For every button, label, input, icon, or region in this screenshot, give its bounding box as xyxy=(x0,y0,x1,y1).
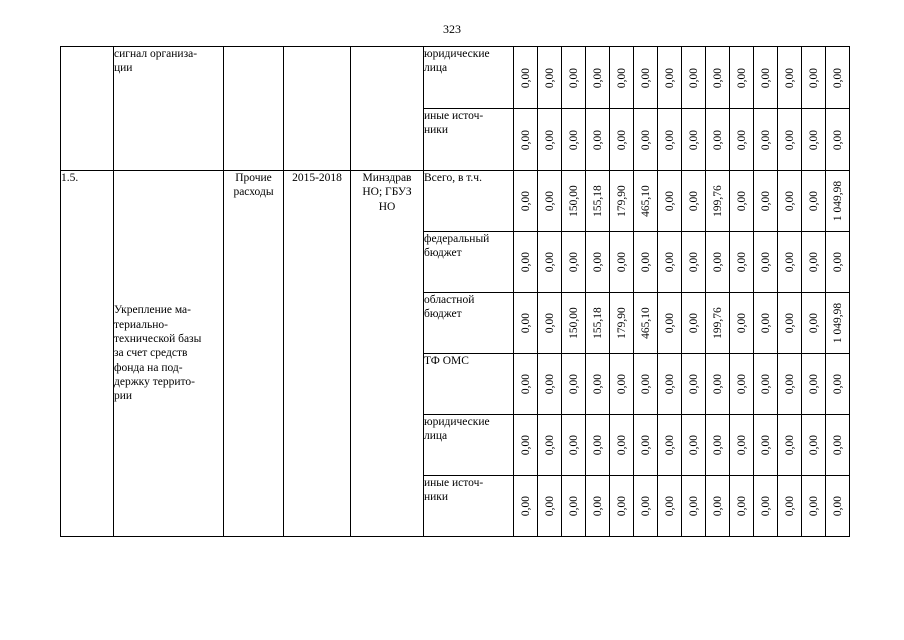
value-text: 1 049,98 xyxy=(831,180,844,222)
value-text: 0,00 xyxy=(519,434,532,456)
value-cell xyxy=(610,476,634,537)
value-text: 0,00 xyxy=(639,251,652,273)
value-cell xyxy=(682,415,706,476)
value-text: 179,90 xyxy=(615,185,628,217)
value-text: 0,00 xyxy=(831,67,844,88)
value-text: 0,00 xyxy=(615,67,628,88)
value-text: 0,00 xyxy=(543,251,556,273)
value-text: 0,00 xyxy=(543,434,556,456)
value-text: 0,00 xyxy=(759,67,772,88)
value-text: 0,00 xyxy=(759,495,772,517)
value-cell xyxy=(730,109,754,171)
value-cell xyxy=(634,415,658,476)
value-cell xyxy=(658,47,682,109)
value-text: 0,00 xyxy=(663,129,676,150)
value-cell xyxy=(538,415,562,476)
value-cell xyxy=(682,476,706,537)
period-cell xyxy=(284,47,351,171)
value-cell xyxy=(778,354,802,415)
value-cell xyxy=(682,354,706,415)
value-cell xyxy=(538,476,562,537)
value-text: 0,00 xyxy=(759,190,772,212)
value-text: 0,00 xyxy=(687,495,700,517)
value-cell xyxy=(538,354,562,415)
value-cell xyxy=(730,47,754,109)
value-cell xyxy=(514,415,538,476)
value-text: 0,00 xyxy=(591,373,604,395)
value-text: 0,00 xyxy=(615,495,628,517)
value-cell xyxy=(634,232,658,293)
value-cell xyxy=(778,232,802,293)
funding-source-cell-text: юридические лица xyxy=(424,416,490,443)
value-cell xyxy=(826,415,850,476)
funding-source-cell-text: иные источ- ники xyxy=(424,110,484,137)
value-cell xyxy=(610,415,634,476)
value-text: 155,18 xyxy=(591,307,604,339)
value-text: 0,00 xyxy=(831,251,844,273)
value-text: 0,00 xyxy=(543,129,556,150)
value-cell xyxy=(706,476,730,537)
value-text: 0,00 xyxy=(831,434,844,456)
value-cell xyxy=(586,293,610,354)
value-cell xyxy=(658,354,682,415)
value-cell xyxy=(610,232,634,293)
value-text: 0,00 xyxy=(519,312,532,334)
value-cell xyxy=(562,171,586,232)
funding-source-cell-text: Всего, в т.ч. xyxy=(424,172,482,184)
value-text: 0,00 xyxy=(567,67,580,88)
value-text: 0,00 xyxy=(543,67,556,88)
value-text: 0,00 xyxy=(831,495,844,517)
value-text: 0,00 xyxy=(591,129,604,150)
value-cell xyxy=(730,171,754,232)
value-text: 0,00 xyxy=(807,434,820,456)
funding-source-cell xyxy=(424,232,514,293)
period-cell xyxy=(284,171,351,537)
value-cell xyxy=(802,109,826,171)
value-cell xyxy=(682,293,706,354)
executor-cell-text: Минздрав НО; ГБУЗ НО xyxy=(362,172,412,213)
value-text: 0,00 xyxy=(783,434,796,456)
value-text: 0,00 xyxy=(711,251,724,273)
value-text: 0,00 xyxy=(711,495,724,517)
value-text: 0,00 xyxy=(783,251,796,273)
value-text: 0,00 xyxy=(519,67,532,88)
value-text: 155,18 xyxy=(591,185,604,217)
value-cell xyxy=(826,232,850,293)
value-text: 150,00 xyxy=(567,307,580,339)
value-text: 0,00 xyxy=(759,251,772,273)
value-text: 0,00 xyxy=(783,312,796,334)
value-text: 0,00 xyxy=(831,373,844,395)
value-cell xyxy=(754,47,778,109)
row-number-cell-text: 1.5. xyxy=(61,172,79,184)
value-cell xyxy=(514,232,538,293)
value-text: 0,00 xyxy=(591,251,604,273)
period-cell-text: 2015-2018 xyxy=(292,172,342,184)
value-cell xyxy=(634,354,658,415)
value-cell xyxy=(706,354,730,415)
value-text: 0,00 xyxy=(735,67,748,88)
value-text: 0,00 xyxy=(639,129,652,150)
expense-type-cell xyxy=(224,171,284,537)
expense-type-cell-text: Прочие расходы xyxy=(233,172,274,199)
value-cell xyxy=(802,415,826,476)
value-cell xyxy=(682,109,706,171)
value-cell xyxy=(562,109,586,171)
value-cell xyxy=(514,354,538,415)
value-text: 0,00 xyxy=(807,495,820,517)
value-text: 0,00 xyxy=(567,251,580,273)
value-cell xyxy=(730,476,754,537)
value-cell xyxy=(826,476,850,537)
value-cell xyxy=(634,47,658,109)
value-cell xyxy=(514,171,538,232)
value-cell xyxy=(682,232,706,293)
value-cell xyxy=(658,109,682,171)
value-cell xyxy=(682,171,706,232)
value-text: 0,00 xyxy=(735,434,748,456)
value-text: 0,00 xyxy=(591,67,604,88)
value-text: 0,00 xyxy=(735,251,748,273)
value-cell xyxy=(586,354,610,415)
value-cell xyxy=(538,109,562,171)
value-text: 0,00 xyxy=(615,251,628,273)
value-text: 0,00 xyxy=(783,67,796,88)
page-number: 323 xyxy=(443,22,461,36)
value-text: 0,00 xyxy=(543,495,556,517)
value-cell xyxy=(610,171,634,232)
value-text: 0,00 xyxy=(615,434,628,456)
value-text: 0,00 xyxy=(567,129,580,150)
value-text: 0,00 xyxy=(687,67,700,88)
value-text: 0,00 xyxy=(519,190,532,212)
value-text: 0,00 xyxy=(735,373,748,395)
value-cell xyxy=(802,293,826,354)
value-cell xyxy=(586,232,610,293)
value-cell xyxy=(586,476,610,537)
funding-source-cell xyxy=(424,476,514,537)
value-text: 199,76 xyxy=(711,185,724,217)
value-text: 0,00 xyxy=(639,495,652,517)
funding-source-cell-text: областной бюджет xyxy=(424,294,475,321)
value-text: 0,00 xyxy=(519,495,532,517)
value-cell xyxy=(658,476,682,537)
value-cell xyxy=(658,293,682,354)
measure-name-cell-text: сигнал организа- ции xyxy=(114,48,198,75)
value-text: 0,00 xyxy=(543,373,556,395)
value-text: 0,00 xyxy=(735,495,748,517)
value-text: 0,00 xyxy=(807,67,820,88)
funding-source-cell xyxy=(424,171,514,232)
value-text: 0,00 xyxy=(591,495,604,517)
funding-source-cell xyxy=(424,415,514,476)
value-text: 0,00 xyxy=(519,373,532,395)
measure-name-cell xyxy=(114,47,224,171)
value-text: 0,00 xyxy=(759,434,772,456)
expense-type-cell xyxy=(224,47,284,171)
measure-name-cell xyxy=(114,171,224,537)
value-text: 0,00 xyxy=(783,190,796,212)
value-text: 0,00 xyxy=(759,373,772,395)
value-cell xyxy=(754,293,778,354)
value-cell xyxy=(562,293,586,354)
value-cell xyxy=(634,293,658,354)
table-row xyxy=(61,47,850,109)
value-cell xyxy=(514,47,538,109)
value-text: 0,00 xyxy=(735,190,748,212)
value-cell xyxy=(586,109,610,171)
value-cell xyxy=(778,476,802,537)
value-cell xyxy=(562,47,586,109)
value-cell xyxy=(730,415,754,476)
value-cell xyxy=(586,171,610,232)
value-cell xyxy=(778,293,802,354)
value-cell xyxy=(754,109,778,171)
value-text: 0,00 xyxy=(663,67,676,88)
value-cell xyxy=(682,47,706,109)
value-cell xyxy=(634,171,658,232)
value-cell xyxy=(778,47,802,109)
value-cell xyxy=(754,415,778,476)
value-cell xyxy=(514,476,538,537)
value-text: 0,00 xyxy=(567,434,580,456)
value-text: 0,00 xyxy=(807,190,820,212)
value-text: 0,00 xyxy=(639,373,652,395)
value-text: 465,10 xyxy=(639,185,652,217)
value-text: 0,00 xyxy=(759,129,772,150)
funding-source-cell-text: иные источ- ники xyxy=(424,477,484,504)
value-cell xyxy=(586,415,610,476)
measure-name-cell-text: Укрепление ма- териально- технической базы за счет средств фонда на под- держку террито- рии xyxy=(114,304,202,403)
value-text: 0,00 xyxy=(711,129,724,150)
value-cell xyxy=(778,171,802,232)
value-text: 0,00 xyxy=(663,251,676,273)
value-cell xyxy=(538,47,562,109)
value-text: 0,00 xyxy=(687,129,700,150)
value-cell xyxy=(634,476,658,537)
value-text: 0,00 xyxy=(639,67,652,88)
value-cell xyxy=(610,47,634,109)
value-cell xyxy=(514,293,538,354)
value-text: 150,00 xyxy=(567,185,580,217)
value-cell xyxy=(778,109,802,171)
value-cell xyxy=(658,232,682,293)
value-cell xyxy=(754,232,778,293)
value-cell xyxy=(610,293,634,354)
value-cell xyxy=(706,293,730,354)
value-cell xyxy=(562,415,586,476)
funding-source-cell xyxy=(424,354,514,415)
value-cell xyxy=(562,476,586,537)
value-cell xyxy=(514,109,538,171)
value-text: 0,00 xyxy=(615,373,628,395)
value-cell xyxy=(658,415,682,476)
value-text: 0,00 xyxy=(807,251,820,273)
row-number-cell xyxy=(61,171,114,537)
value-text: 0,00 xyxy=(543,190,556,212)
value-text: 0,00 xyxy=(519,251,532,273)
value-cell xyxy=(610,354,634,415)
value-text: 0,00 xyxy=(639,434,652,456)
value-cell xyxy=(562,232,586,293)
value-cell xyxy=(730,232,754,293)
value-text: 1 049,98 xyxy=(831,302,844,344)
value-text: 0,00 xyxy=(591,434,604,456)
value-text: 0,00 xyxy=(687,373,700,395)
value-cell xyxy=(826,293,850,354)
budget-table xyxy=(60,46,850,537)
value-text: 0,00 xyxy=(759,312,772,334)
value-text: 0,00 xyxy=(663,373,676,395)
value-cell xyxy=(826,47,850,109)
value-text: 0,00 xyxy=(567,495,580,517)
executor-cell xyxy=(351,47,424,171)
value-text: 0,00 xyxy=(663,312,676,334)
value-cell xyxy=(706,232,730,293)
value-text: 0,00 xyxy=(831,129,844,150)
value-cell xyxy=(802,476,826,537)
value-text: 0,00 xyxy=(687,190,700,212)
value-text: 0,00 xyxy=(519,129,532,150)
value-text: 0,00 xyxy=(615,129,628,150)
value-text: 0,00 xyxy=(687,251,700,273)
value-cell xyxy=(802,354,826,415)
value-text: 0,00 xyxy=(807,312,820,334)
value-text: 0,00 xyxy=(663,495,676,517)
value-text: 199,76 xyxy=(711,307,724,339)
value-cell xyxy=(754,476,778,537)
row-number-cell xyxy=(61,47,114,171)
value-text: 0,00 xyxy=(711,373,724,395)
value-cell xyxy=(706,47,730,109)
value-text: 0,00 xyxy=(783,129,796,150)
value-cell xyxy=(802,171,826,232)
value-text: 179,90 xyxy=(615,307,628,339)
value-cell xyxy=(826,354,850,415)
value-cell xyxy=(538,232,562,293)
value-cell xyxy=(730,354,754,415)
value-text: 0,00 xyxy=(735,312,748,334)
value-text: 0,00 xyxy=(735,129,748,150)
value-cell xyxy=(754,354,778,415)
value-cell xyxy=(706,109,730,171)
value-cell xyxy=(538,293,562,354)
value-text: 0,00 xyxy=(711,67,724,88)
value-text: 0,00 xyxy=(687,312,700,334)
value-text: 0,00 xyxy=(567,373,580,395)
value-text: 0,00 xyxy=(687,434,700,456)
funding-source-cell xyxy=(424,47,514,109)
value-cell xyxy=(634,109,658,171)
value-cell xyxy=(826,171,850,232)
value-text: 0,00 xyxy=(783,495,796,517)
value-cell xyxy=(802,232,826,293)
value-cell xyxy=(562,354,586,415)
value-cell xyxy=(706,415,730,476)
funding-source-cell-text: федеральный бюджет xyxy=(424,233,490,260)
value-text: 0,00 xyxy=(783,373,796,395)
funding-source-cell xyxy=(424,109,514,171)
value-cell xyxy=(538,171,562,232)
value-cell xyxy=(778,415,802,476)
value-text: 0,00 xyxy=(711,434,724,456)
value-cell xyxy=(754,171,778,232)
value-text: 0,00 xyxy=(807,373,820,395)
value-text: 465,10 xyxy=(639,307,652,339)
funding-source-cell-text: ТФ ОМС xyxy=(424,355,469,367)
value-cell xyxy=(586,47,610,109)
value-text: 0,00 xyxy=(663,434,676,456)
executor-cell xyxy=(351,171,424,537)
funding-source-cell xyxy=(424,293,514,354)
funding-source-cell-text: юридические лица xyxy=(424,48,490,75)
value-cell xyxy=(658,171,682,232)
value-text: 0,00 xyxy=(543,312,556,334)
table-row xyxy=(61,171,850,232)
value-cell xyxy=(730,293,754,354)
value-cell xyxy=(706,171,730,232)
value-cell xyxy=(802,47,826,109)
value-cell xyxy=(826,109,850,171)
value-cell xyxy=(610,109,634,171)
value-text: 0,00 xyxy=(807,129,820,150)
value-text: 0,00 xyxy=(663,190,676,212)
